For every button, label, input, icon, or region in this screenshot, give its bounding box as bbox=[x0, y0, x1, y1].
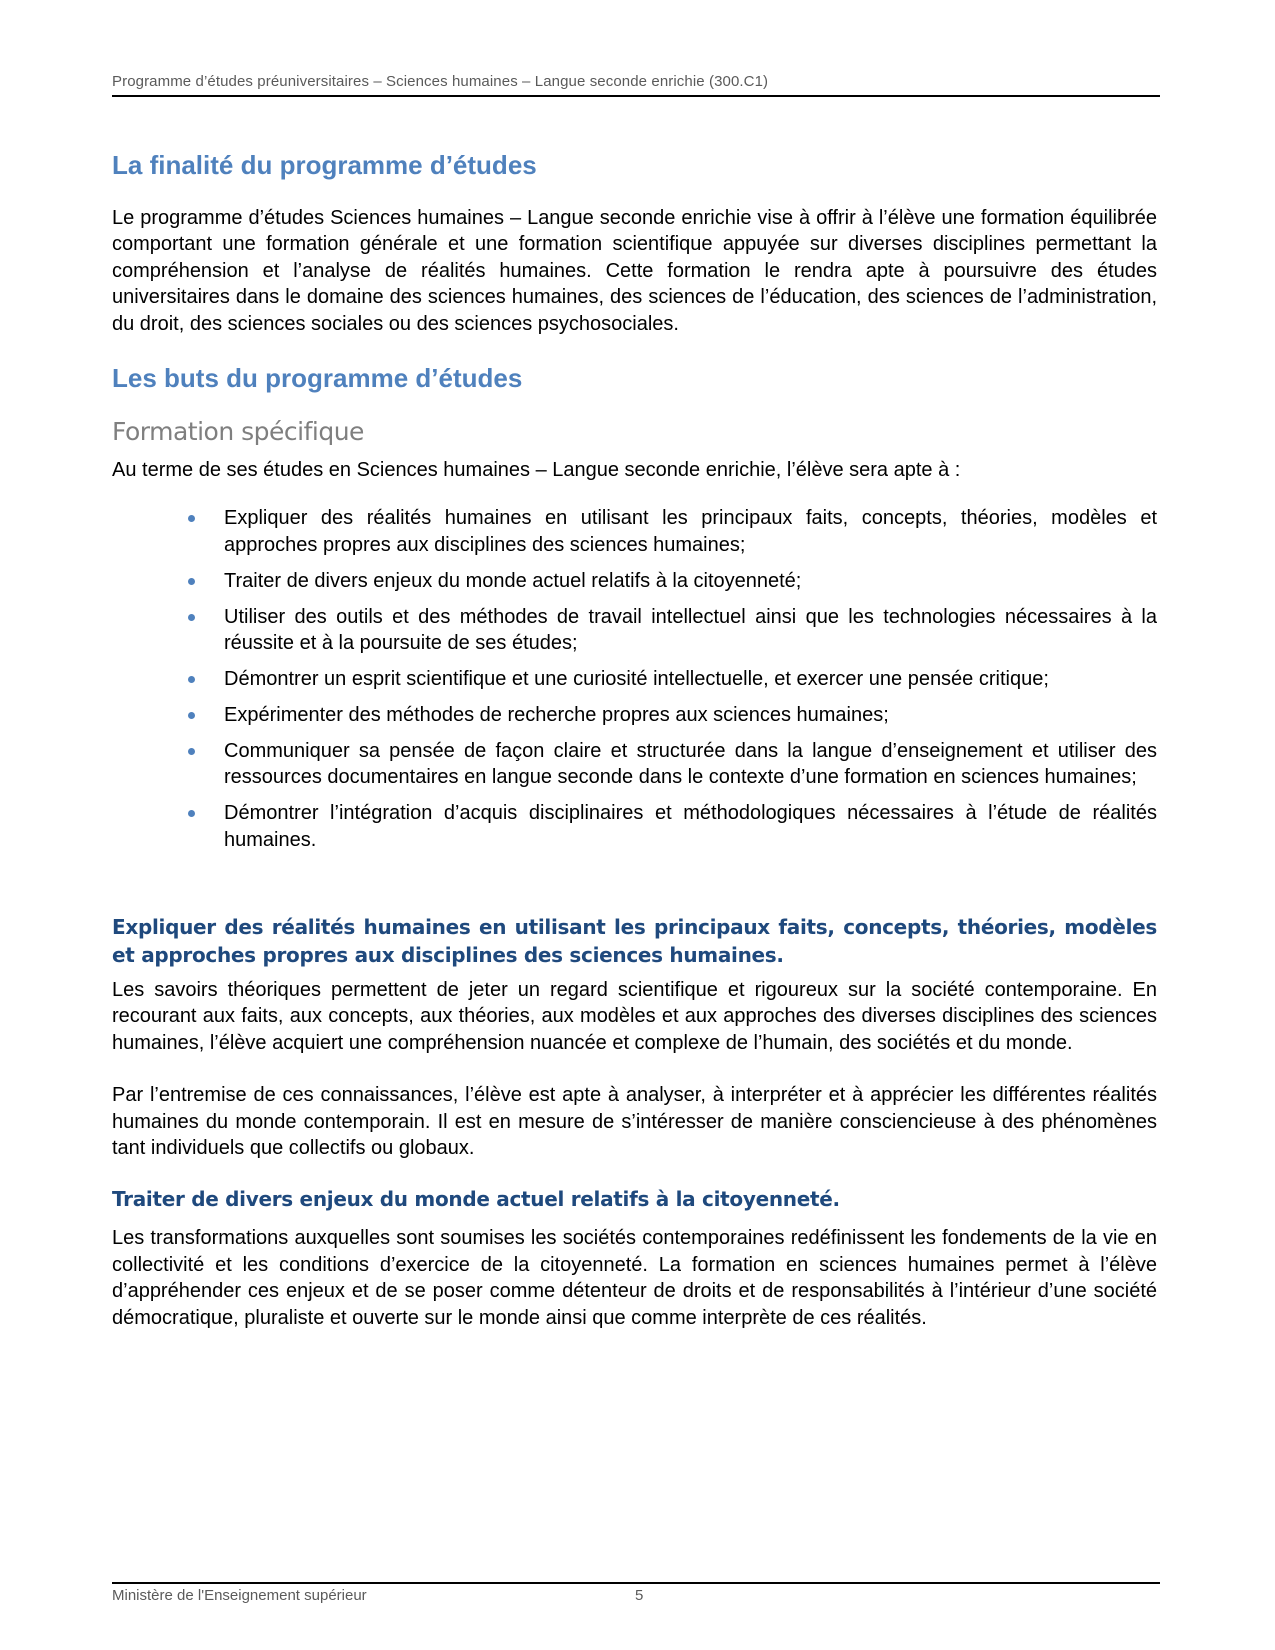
buts-heading: Les buts du programme d’études bbox=[112, 363, 523, 394]
bullet-icon bbox=[188, 515, 195, 522]
goals-list bbox=[112, 505, 1157, 852]
footer-organization: Ministère de l'Enseignement supérieur bbox=[112, 1587, 367, 1604]
bullet-icon bbox=[188, 748, 195, 755]
goal-item: Traiter de divers enjeux du monde actuel relatifs à la citoyenneté; bbox=[224, 568, 1157, 594]
goal-section-1-paragraph-1: Les savoirs théoriques permettent de jeter un regard scientifique et rigoureux sur la société contemporaine. En recourant aux faits, aux concepts, aux théories, aux modèles et aux approches des diverses disciplines des sciences humaines, l’élève acquiert une compréhension nuancée et complexe de l’humain, des sociétés et du monde. bbox=[112, 978, 1157, 1054]
formation-specifique-heading: Formation spécifique bbox=[112, 417, 364, 447]
finalite-heading: La finalité du programme d’études bbox=[112, 150, 537, 180]
bullet-icon bbox=[188, 614, 195, 621]
page-content bbox=[112, 148, 1157, 1331]
bullet-icon bbox=[188, 578, 195, 585]
header-rule bbox=[112, 95, 1160, 97]
buts-intro: Au terme de ses études en Sciences humaines – Langue seconde enrichie, l’élève sera apte à : bbox=[112, 459, 961, 482]
goal-item: Communiquer sa pensée de façon claire et structurée dans la langue d’enseignement et utiliser des ressources documentaires en langue seconde dans le contexte d’une formation en sciences humaines; bbox=[224, 738, 1157, 791]
goal-item: Expliquer des réalités humaines en utilisant les principaux faits, concepts, théories, modèles et approches propres aux disciplines des sciences humaines; bbox=[224, 505, 1157, 558]
goal-item: Utiliser des outils et des méthodes de travail intellectuel ainsi que les technologies nécessaires à la réussite et à la poursuite de ses études; bbox=[224, 604, 1157, 657]
goal-section-1-paragraph-2: Par l’entremise de ces connaissances, l’élève est apte à analyser, à interpréter et à apprécier les différentes réalités humaines du monde contemporain. Il est en mesure de s’intéresser de manière consciencieuse à des phénomènes tant individuels que collectifs ou globaux. bbox=[112, 1084, 1157, 1159]
page-header bbox=[112, 72, 1160, 97]
goal-item: Expérimenter des méthodes de recherche propres aux sciences humaines; bbox=[224, 702, 1157, 728]
bullet-icon bbox=[188, 712, 195, 719]
bullet-icon bbox=[188, 810, 195, 817]
goal-item: Démontrer un esprit scientifique et une curiosité intellectuelle, et exercer une pensée critique; bbox=[224, 666, 1157, 692]
page-number: 5 bbox=[635, 1587, 644, 1604]
running-title: Programme d’études préuniversitaires – Sciences humaines – Langue seconde enrichie (300.C1) bbox=[112, 73, 769, 90]
bullet-icon bbox=[188, 676, 195, 683]
page-footer bbox=[112, 1582, 1160, 1606]
goal-item: Démontrer l’intégration d’acquis disciplinaires et méthodologiques nécessaires à l’étude de réalités humaines. bbox=[224, 800, 1157, 853]
goal-section-heading-2: Traiter de divers enjeux du monde actuel relatifs à la citoyenneté. bbox=[112, 1187, 840, 1212]
goal-section-heading-1: Expliquer des réalités humaines en utilisant les principaux faits, concepts, théories, modèles et approches propres aux disciplines des sciences humaines. bbox=[112, 914, 1157, 967]
goal-section-2-paragraph-1: Les transformations auxquelles sont soumises les sociétés contemporaines redéfinissent les fondements de la vie en collectivité et les conditions d’exercice de la citoyenneté. La formation en sciences humaines permet à l’élève d’appréhender ces enjeux et de se poser comme détenteur de droits et de responsabilités à l’intérieur d’une société démocratique, pluraliste et ouverte sur le monde ainsi que comme interprète de ces réalités. bbox=[112, 1227, 1157, 1329]
finalite-paragraph: Le programme d’études Sciences humaines – Langue seconde enrichie vise à offrir à l’élève une formation équilibrée comportant une formation générale et une formation scientifique appuyée sur diverses disciplines permettant la compréhension et l’analyse de réalités humaines. Cette formation le rendra apte à poursuivre des études universitaires dans le domaine des sciences humaines, des sciences de l’éducation, des sciences de l’administration, du droit, des sciences sociales ou des sciences psychosociales. bbox=[112, 207, 1157, 335]
